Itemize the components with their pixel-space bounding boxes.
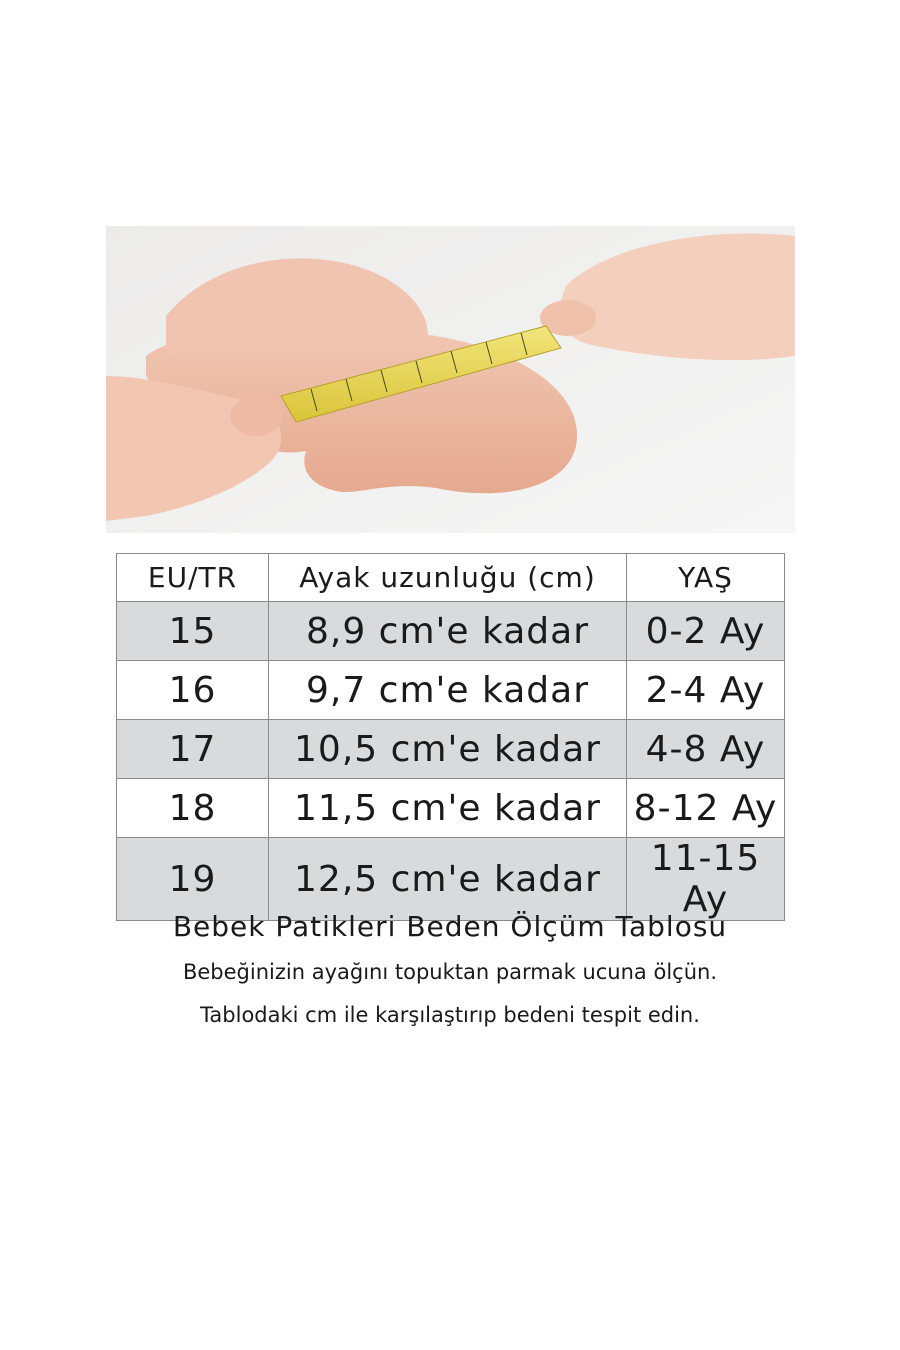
size-cell: 19 bbox=[117, 838, 269, 921]
table-row bbox=[117, 720, 785, 779]
length-cell: 9,7 cm'e kadar bbox=[269, 661, 627, 720]
age-cell: 11-15 Ay bbox=[627, 838, 785, 921]
age-cell: 0-2 Ay bbox=[627, 602, 785, 661]
foot-measuring-photo bbox=[106, 226, 795, 533]
foot-measuring-illustration bbox=[106, 226, 795, 533]
header-foot-length: Ayak uzunluğu (cm) bbox=[269, 554, 627, 602]
table-row bbox=[117, 838, 785, 921]
table-row bbox=[117, 602, 785, 661]
age-cell: 2-4 Ay bbox=[627, 661, 785, 720]
instruction-line-1: Bebeğinizin ayağını topuktan parmak ucuna ölçün. bbox=[182, 960, 717, 984]
table-header-row bbox=[117, 554, 785, 602]
table-row bbox=[117, 779, 785, 838]
size-cell: 17 bbox=[117, 720, 269, 779]
header-age: YAŞ bbox=[627, 554, 785, 602]
age-cell: 4-8 Ay bbox=[627, 720, 785, 779]
table-row bbox=[117, 661, 785, 720]
chart-title: Bebek Patikleri Beden Ölçüm Tablosu bbox=[172, 910, 728, 943]
size-cell: 18 bbox=[117, 779, 269, 838]
instruction-line-2: Tablodaki cm ile karşılaştırıp bedeni tespit edin. bbox=[200, 1003, 700, 1027]
size-chart-table bbox=[116, 553, 785, 921]
length-cell: 11,5 cm'e kadar bbox=[269, 779, 627, 838]
length-cell: 12,5 cm'e kadar bbox=[269, 838, 627, 921]
header-eu-tr: EU/TR bbox=[117, 554, 269, 602]
age-cell: 8-12 Ay bbox=[627, 779, 785, 838]
length-cell: 10,5 cm'e kadar bbox=[269, 720, 627, 779]
length-cell: 8,9 cm'e kadar bbox=[269, 602, 627, 661]
size-cell: 16 bbox=[117, 661, 269, 720]
size-cell: 15 bbox=[117, 602, 269, 661]
